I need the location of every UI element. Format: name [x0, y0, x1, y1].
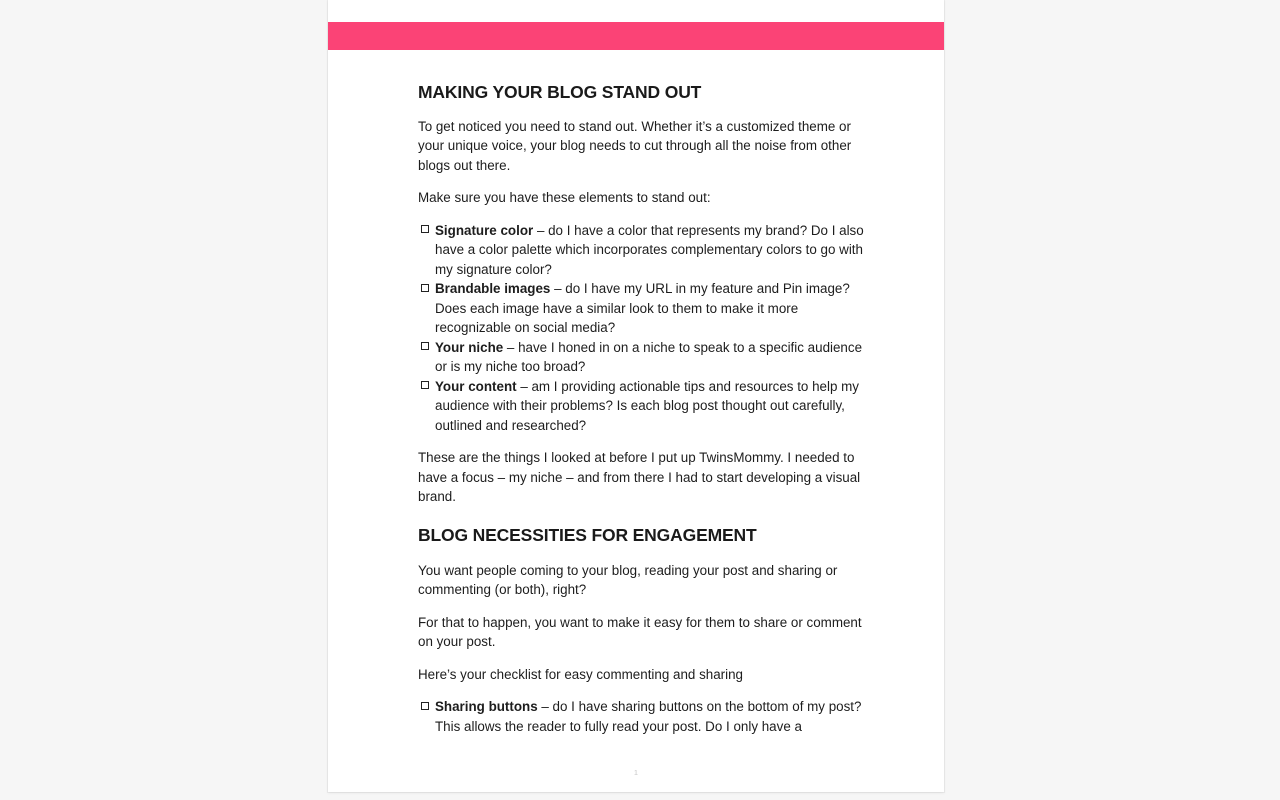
- section-heading: BLOG NECESSITIES FOR ENGAGEMENT: [418, 524, 757, 545]
- list-item-term: Your content: [435, 378, 517, 394]
- list-item-text: – have I honed in on a niche to speak to a specific audience or is my niche too broad?: [435, 339, 863, 375]
- page-title: MAKING YOUR BLOG STAND OUT: [418, 82, 702, 102]
- list-item: [418, 377, 873, 436]
- list-item-text: – am I providing actionable tips and resources to help my audience with their problems? Is each blog post thought out carefully, outlined and researched?: [435, 378, 859, 433]
- list-item: [418, 279, 873, 338]
- checklist: [418, 697, 873, 736]
- list-item: [418, 221, 873, 280]
- paragraph: For that to happen, you want to make it easy for them to share or comment on your post.: [418, 614, 862, 650]
- list-item: [418, 697, 873, 736]
- list-item-term: Brandable images: [435, 281, 551, 297]
- document-page: [328, 0, 944, 792]
- page-content: [418, 82, 873, 749]
- list-item-text: – do I have my URL in my feature and Pin image? Does each image have a similar look to them to make it more recognizable on social media?: [435, 281, 850, 336]
- paragraph: These are the things I looked at before I put up TwinsMommy. I needed to have a focus – my niche – and from there I had to start developing a visual brand.: [418, 450, 861, 505]
- checkbox-icon: [421, 702, 429, 710]
- paragraph: You want people coming to your blog, reading your post and sharing or commenting (or both), right?: [418, 562, 838, 598]
- checkbox-icon: [421, 225, 429, 233]
- page-header-banner: [328, 22, 944, 50]
- page-number: 1: [633, 768, 639, 777]
- paragraph: To get noticed you need to stand out. Whether it’s a customized theme or your unique voice, your blog needs to cut through all the noise from other blogs out there.: [418, 118, 852, 173]
- checkbox-icon: [421, 342, 429, 350]
- list-item-term: Sharing buttons: [435, 699, 538, 715]
- list-item-term: Your niche: [435, 339, 504, 355]
- list-item-text: – do I have sharing buttons on the bottom of my post? This allows the reader to fully read your post. Do I only have a: [435, 699, 862, 734]
- checkbox-icon: [421, 284, 429, 292]
- checkbox-icon: [421, 381, 429, 389]
- list-item-text: – do I have a color that represents my brand? Do I also have a color palette which incorporates complementary colors to go with my signature color?: [435, 222, 864, 277]
- list-item: [418, 338, 873, 377]
- paragraph: Here’s your checklist for easy commenting and sharing: [418, 666, 743, 682]
- list-item-term: Signature color: [435, 222, 534, 238]
- checklist: [418, 221, 873, 436]
- paragraph: Make sure you have these elements to stand out:: [418, 190, 711, 206]
